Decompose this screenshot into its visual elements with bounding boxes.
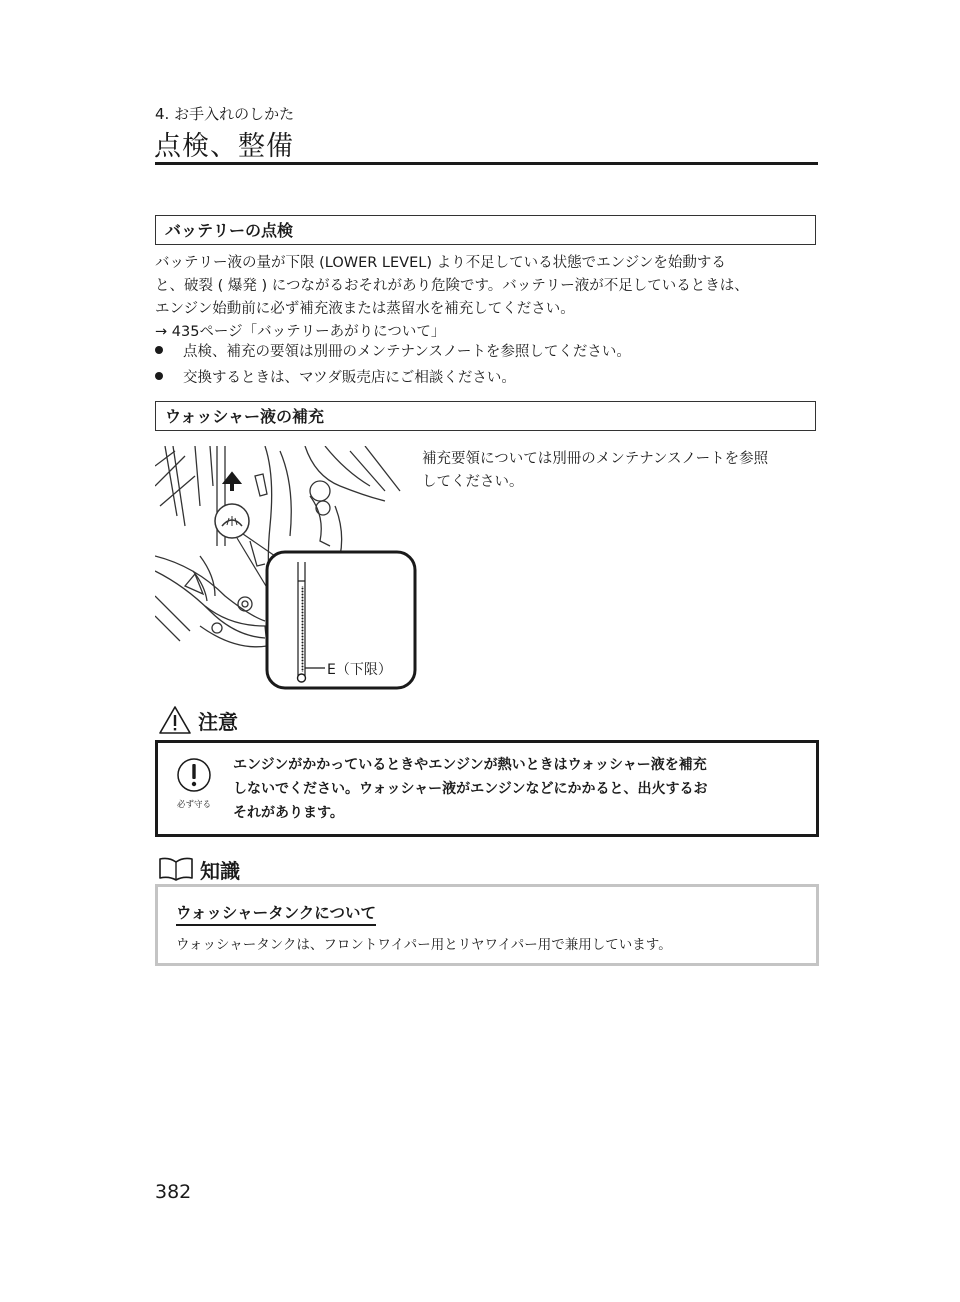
bullet-item [155,367,819,389]
battery-reference-link[interactable]: → 435ページ「バッテリーあがりについて」 [155,324,446,340]
arrow-up-icon [224,473,240,490]
bullet-text: 点検、補充の要領は別冊のメンテナンスノートを参照してください。 [183,344,631,360]
caution-heading [158,704,238,736]
lower-level-label: E（下限） [327,662,392,678]
caution-label: 注意 [198,709,238,734]
mandatory-icon-label: 必ず守る [176,800,211,810]
washer-instructions [422,448,822,494]
mandatory-icon [174,757,214,817]
page-number: 382 [155,1181,192,1203]
knowledge-label: 知識 [200,858,240,883]
page-title: 点検、整備 [154,131,294,162]
caution-text-line: しないでください。ウォッシャー液がエンジンなどにかかると、出火するお [233,781,708,797]
open-book-icon [157,856,195,882]
knowledge-box [155,884,819,966]
title-divider [155,162,818,165]
washer-instructions-line: してください。 [422,474,524,490]
engine-bay-drawing [155,446,417,691]
caution-box [155,740,819,837]
bullet-icon [155,372,163,380]
battery-paragraph-line: バッテリー液の量が下限 (LOWER LEVEL) より不足している状態でエンジンを始動する [155,255,726,271]
knowledge-title: ウォッシャータンクについて [176,901,376,926]
washer-instructions-line: 補充要領については別冊のメンテナンスノートを参照 [422,451,769,467]
battery-paragraph [155,252,819,344]
exclamation-circle-icon [176,757,212,793]
caution-text-line: エンジンがかかっているときやエンジンが熱いときはウォッシャー液を補充 [233,757,707,773]
bullet-item [155,341,819,363]
battery-paragraph-line: と、破裂 ( 爆発 ) につながるおそれがあり危険です。バッテリー液が不足しているときは、 [155,278,749,294]
bullet-icon [155,346,163,354]
battery-paragraph-line: エンジン始動前に必ず補充液または蒸留水を補充してください。 [155,301,575,317]
washer-heading: ウォッシャー液の補充 [155,401,816,431]
knowledge-heading [157,854,240,884]
caution-text [233,753,808,825]
bullet-text: 交換するときは、マツダ販売店にご相談ください。 [183,370,516,386]
washer-tank-illustration [155,446,417,691]
caution-text-line: それがあります。 [233,805,344,821]
knowledge-text: ウォッシャータンクは、フロントワイパー用とリヤワイパー用で兼用しています。 [176,937,672,953]
warning-triangle-icon [158,705,192,735]
chapter-label: 4. お手入れのしかた [155,105,295,123]
battery-heading: バッテリーの点検 [155,215,816,245]
